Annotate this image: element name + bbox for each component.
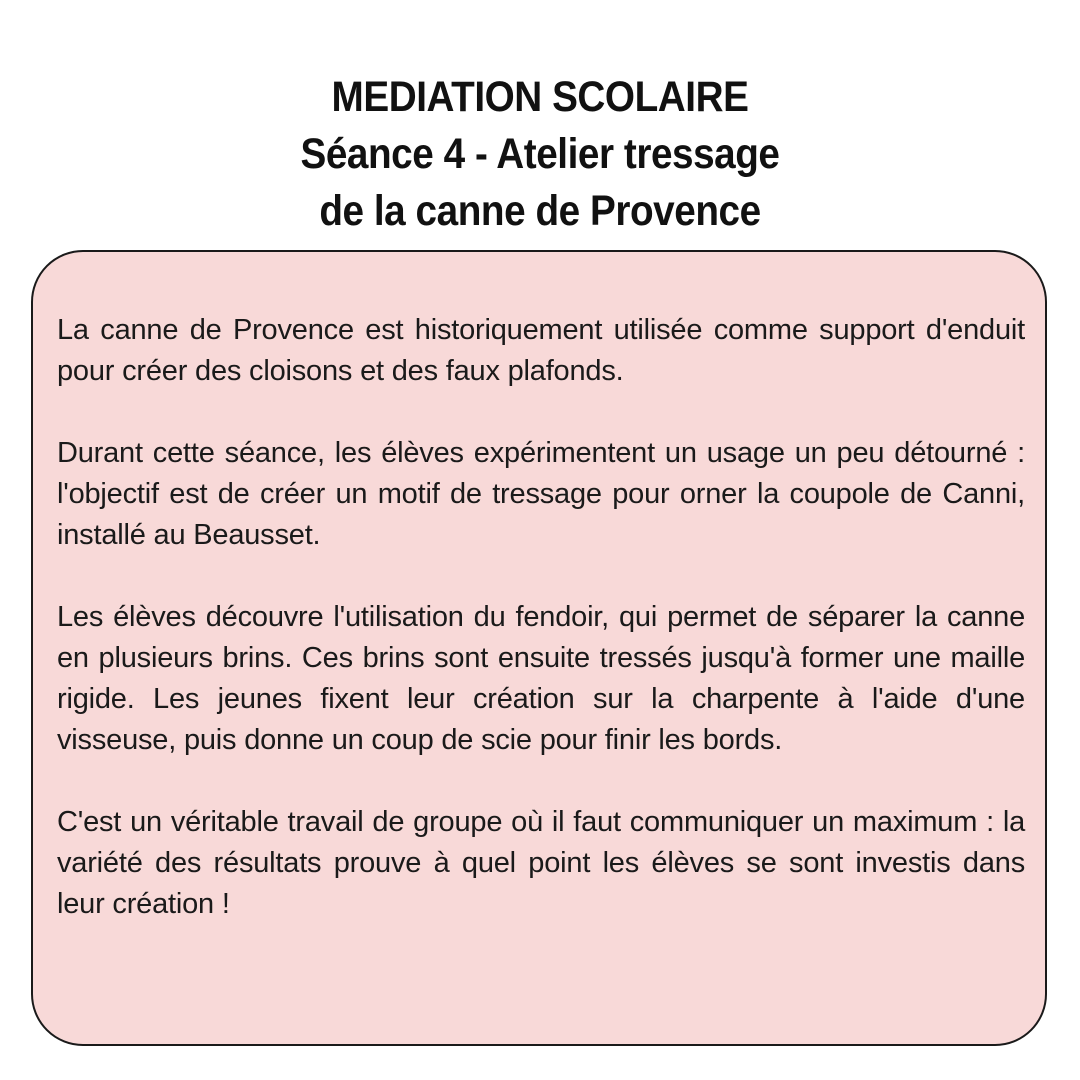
title-line-3: de la canne de Provence (319, 186, 761, 235)
card-body (57, 310, 1025, 966)
page-title (54, 69, 1026, 240)
paragraph-technique: Les élèves découvre l'utilisation du fendoir, qui permet de séparer la canne en plusieurs brins. Ces brins sont ensuite tressés jusqu'à former une maille rigide. Les jeunes fixent leur création sur la charpente à l'aide d'une visseuse, puis donne un coup de scie pour finir les bords. (57, 601, 1025, 756)
description-card (31, 250, 1047, 1046)
paragraph-history: La canne de Provence est historiquement utilisée comme support d'enduit pour créer des cloisons et des faux plafonds. (57, 314, 1025, 387)
title-line-2: Séance 4 - Atelier tressage (300, 129, 780, 178)
title-line-1: MEDIATION SCOLAIRE (331, 72, 749, 121)
paragraph-session: Durant cette séance, les élèves expérimentent un usage un peu détourné : l'objectif est de créer un motif de tressage pour orner la coupole de Canni, installé au Beausset. (57, 437, 1025, 551)
paragraph-teamwork: C'est un véritable travail de groupe où il faut communiquer un maximum : la variété des résultats prouve à quel point les élèves se sont investis dans leur création ! (57, 806, 1025, 920)
